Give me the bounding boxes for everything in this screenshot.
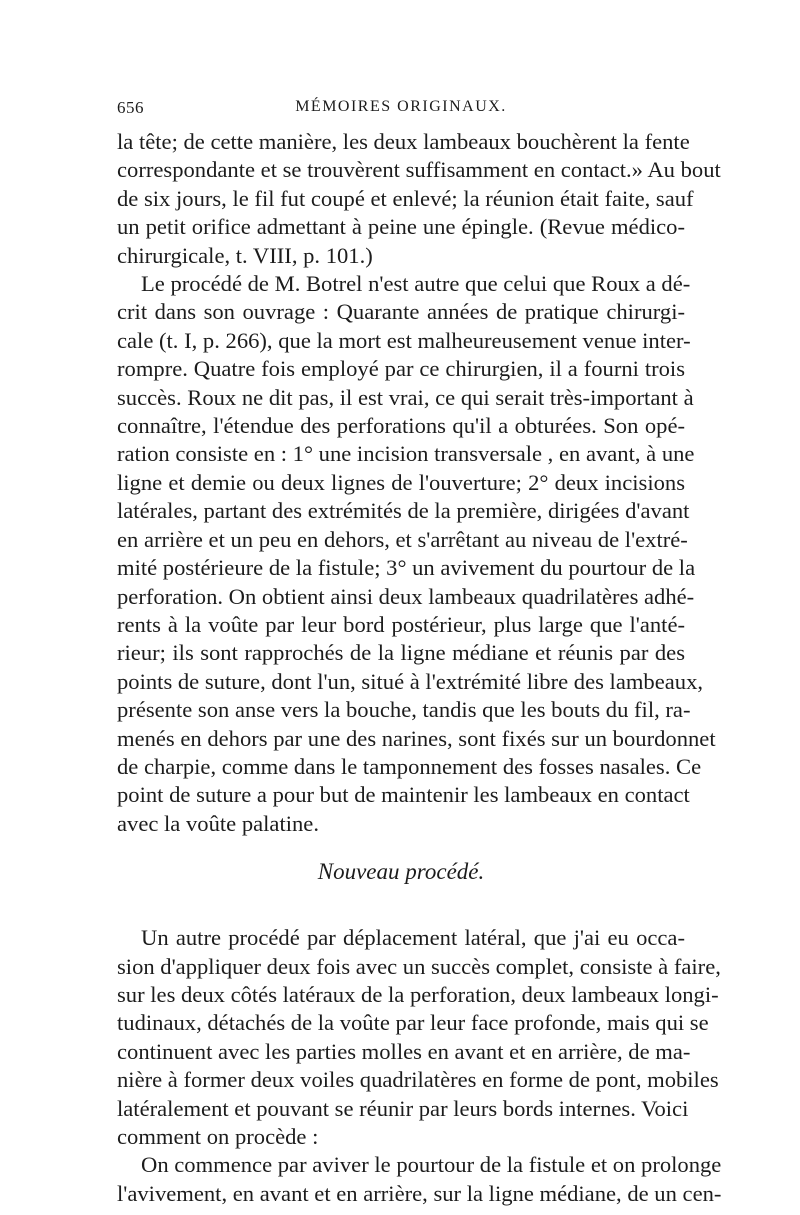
paragraph-1 [117,128,721,270]
page-number: 656 [117,98,144,117]
text-line: Un autre procédé par déplacement latéral, que j'ai eu occa- [141,925,685,951]
text-line: connaître, l'étendue des perforations qu'il a obturées. Son opé- [117,413,685,439]
paragraph-2 [117,270,716,838]
text-line: rieur; ils sont rapprochés de la ligne médiane et réunis par des [117,640,685,666]
paragraph-4 [117,1151,722,1208]
text-line: continuent avec les parties molles en avant et en arrière, de ma- [117,1038,691,1064]
text-line: de charpie, comme dans le tamponnement des fosses nasales. Ce [117,753,702,779]
text-line: chirurgicale, t. VIII, p. 101.) [117,242,373,268]
text-line: point de suture a pour but de maintenir les lambeaux en contact [117,782,690,808]
text-line: un petit orifice admettant à peine une épingle. (Revue médico- [117,214,685,240]
text-block [117,128,722,1208]
text-line: en arrière et un peu en dehors, et s'arrêtant au niveau de l'extré- [117,526,688,552]
text-line: comment on procède : [117,1124,319,1149]
text-line: ration consiste en : 1° une incision transversale , en avant, à une [117,441,695,467]
text-line: mité postérieure de la fistule; 3° un avivement du pourtour de la [117,555,696,581]
text-line: la tête; de cette manière, les deux lambeaux bouchèrent la fente [117,129,690,154]
text-line: nière à former deux voiles quadrilatères en forme de pont, mobiles [117,1067,719,1093]
text-line: sion d'appliquer deux fois avec un succès complet, consiste à faire, [117,953,721,979]
text-line: menés en dehors par une des narines, sont fixés sur un bourdonnet [117,725,716,751]
paragraph-3 [117,924,721,1151]
text-line: tudinaux, détachés de la voûte par leur face profonde, mais qui se [117,1010,709,1036]
running-head [117,98,685,120]
text-line: l'avivement, en avant et en arrière, sur la ligne médiane, de un cen- [117,1180,722,1206]
text-line: ligne et demie ou deux lignes de l'ouverture; 2° deux incisions [117,469,685,495]
text-line: perforation. On obtient ainsi deux lambeaux quadrilatères adhé- [117,583,695,609]
text-line: Le procédé de M. Botrel n'est autre que celui que Roux a dé- [141,271,691,297]
text-line: On commence par aviver le pourtour de la fistule et on prolonge [141,1152,722,1178]
section-heading: Nouveau procédé. [317,859,485,885]
text-line: de six jours, le fil fut coupé et enlevé; la réunion était faite, sauf [117,185,694,211]
text-line: points de suture, dont l'un, situé à l'extrémité libre des lambeaux, [117,668,704,694]
text-line: sur les deux côtés latéraux de la perforation, deux lambeaux longi- [117,981,719,1007]
text-line: présente son anse vers la bouche, tandis que les bouts du fil, ra- [117,697,691,723]
text-line: avec la voûte palatine. [117,810,319,836]
text-line: correspondante et se trouvèrent suffisamment en contact.» Au bout [117,157,721,183]
text-line: rents à la voûte par leur bord postérieur, plus large que l'anté- [117,611,685,637]
text-line: cale (t. I, p. 266), que la mort est malheureusement venue inter- [117,327,691,353]
text-line: succès. Roux ne dit pas, il est vrai, ce qui serait très-important à [117,384,694,410]
running-title: MÉMOIRES ORIGINAUX. [295,98,507,115]
text-line: crit dans son ouvrage : Quarante années de pratique chirurgi- [117,299,685,325]
text-line: rompre. Quatre fois employé par ce chirurgien, il a fourni trois [117,356,685,382]
text-line: latéralement et pouvant se réunir par leurs bords internes. Voici [117,1095,689,1121]
text-line: latérales, partant des extrémités de la première, dirigées d'avant [117,498,690,524]
